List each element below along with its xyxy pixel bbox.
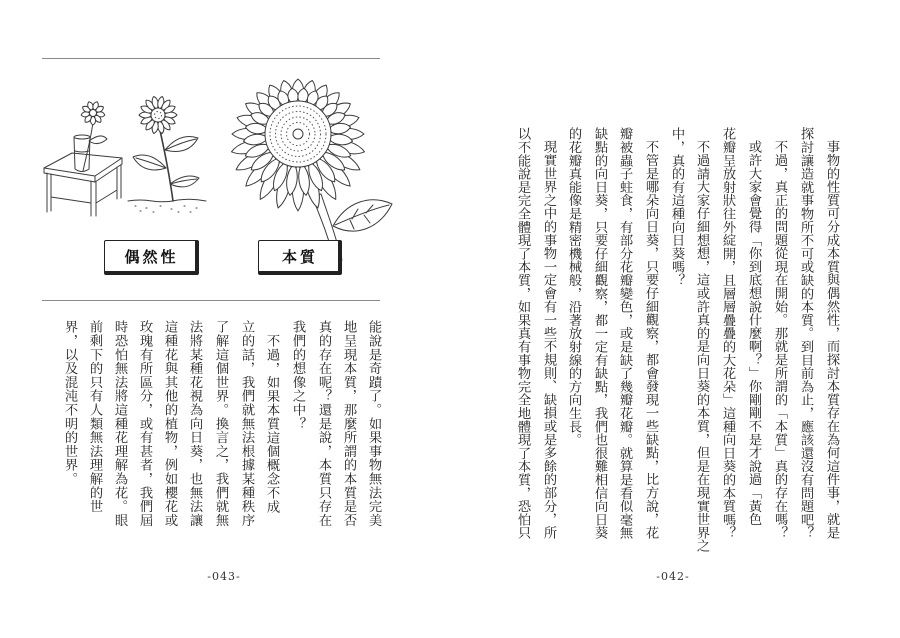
- text-column: 這種花與其他的植物，例如櫻花或: [162, 320, 177, 527]
- text-column: 真的存在呢？還是說，本質只存在: [316, 320, 331, 527]
- right-page: [450, 0, 900, 638]
- text-column: 我們的想像之中？: [290, 320, 305, 431]
- text-column: 了解這個世界。換言之，我們就無: [213, 320, 228, 527]
- text-column: 時恐怕無法將這種花理解為花。眼: [112, 320, 127, 527]
- leaf: [165, 137, 198, 152]
- text-column: 玫瑰有所區分，或有甚者，我們屆: [137, 320, 152, 527]
- label-accidental: 偶然性: [104, 240, 199, 275]
- illustration-sunflower-head: [230, 79, 392, 262]
- side-table: [44, 153, 122, 216]
- text-column: 不過請大家仔細想想，這或許真的是向日葵的本質，但是在現實世界之: [694, 140, 709, 553]
- text-column: 以不能說是完全體現了本質，如果真有事物完全地體現了本質，恐怕只: [515, 127, 530, 540]
- sunflower-disk: [265, 101, 331, 167]
- text-column: 界，以及混沌不明的世界。: [62, 320, 77, 486]
- leaf: [89, 136, 107, 144]
- water-line: [75, 151, 89, 152]
- illustration-sunflower-plant: [128, 96, 206, 212]
- text-column: 瓣被蟲子蛀食，有部分花瓣變色，或是缺了幾瓣花瓣。就算是看似毫無: [617, 127, 632, 540]
- flower-center: [151, 108, 165, 122]
- text-column: 立的話，我們就無法根據某種秩序: [239, 320, 254, 527]
- text-column: 花瓣呈放射狀往外綻開，且層層疊疊的大花朵」這種向日葵的本質嗎？: [720, 127, 735, 540]
- text-column: 探討讓造就事物所不可或缺的本質。到目前為止，應該還沒有問題吧？: [798, 127, 813, 540]
- text-column: 法將某種花視為向日葵，也無法讓: [187, 320, 202, 527]
- text-column: 能說是奇蹟了。如果事物無法完美: [366, 320, 381, 527]
- text-column: 現實世界之中的事物一定會有一些不規則、缺損或是多餘的部分，所: [541, 140, 556, 539]
- leaf: [170, 176, 199, 187]
- text-column: 缺點的向日葵，只要仔細觀察，都一定有缺點，我們也很難相信向日葵: [592, 127, 607, 540]
- page-number: -042-: [656, 570, 690, 583]
- section-rule: [42, 300, 380, 301]
- label-essence: 本質: [258, 240, 342, 275]
- text-column: 不過，如果本質這個概念不成: [264, 334, 279, 514]
- text-column: 或許大家會覺得「你到底想說什麼啊？」你剛剛不是才說過「黃色: [746, 140, 761, 526]
- sunflower-leaf: [333, 200, 392, 231]
- page-number: -043-: [207, 570, 241, 583]
- text-column: 地呈現本質，那麼所謂的本質是否: [341, 320, 356, 527]
- table-top: [44, 153, 122, 176]
- text-column: 不過，真正的問題從現在開始。那就是所謂的「本質」真的存在嗎？: [772, 140, 787, 539]
- text-column: 中，真的有這種向日葵嗎？: [669, 127, 684, 287]
- soil-dots: [135, 206, 197, 212]
- flower-center: [90, 110, 97, 117]
- illustration-flower-in-vase: [44, 101, 122, 216]
- text-column: 事物的性質可分成本質與偶然性，而探討本質存在為何這件事，就是: [824, 140, 839, 539]
- text-column: 的花瓣真能像是精密機械般，沿著放射線的方向生長。: [566, 127, 581, 447]
- vase-rim: [74, 135, 90, 139]
- text-column: 不管是哪朵向日葵，只要仔細觀察，都會發現一些缺點，比方說，花: [643, 140, 658, 539]
- text-column: 前剩下的只有人類無法理解的世: [87, 320, 102, 514]
- ground: [128, 199, 206, 202]
